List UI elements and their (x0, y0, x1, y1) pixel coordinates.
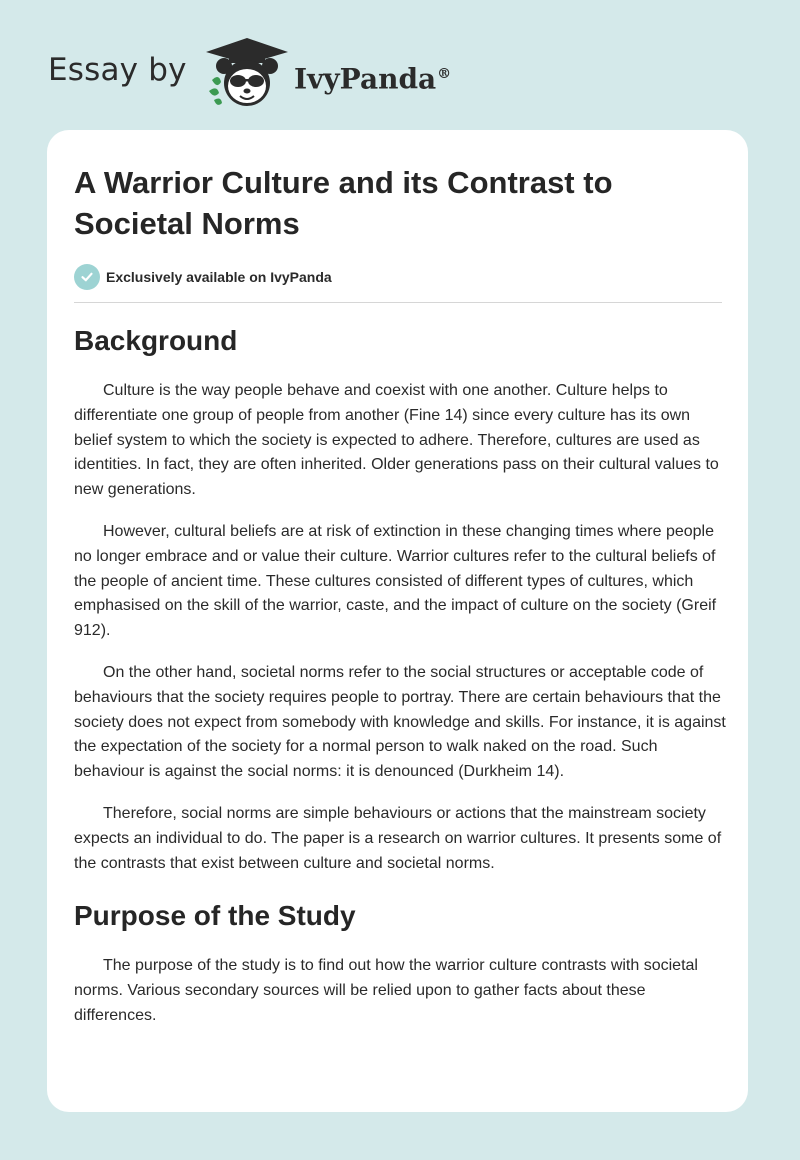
site-header (0, 0, 800, 130)
paragraph: Culture is the way people behave and coexist with one another. Culture helps to differentiate one group of people from another (Fine 14) since every culture has its own belief system to which the society is expected to adhere. Therefore, cultures are used as identities. In fact, they are often inherited. Older generations pass on their cultural values to new generations. (74, 382, 719, 499)
brand-name[interactable]: IvyPanda® (294, 62, 452, 96)
check-icon (74, 264, 100, 290)
page-title: A Warrior Culture and its Contrast to Societal Norms (74, 165, 613, 241)
registered-mark: ® (437, 66, 452, 82)
graduation-panda-icon[interactable] (202, 36, 292, 108)
divider (74, 302, 722, 303)
essay-card (47, 130, 748, 1112)
article-body (74, 323, 729, 1046)
exclusive-label: Exclusively available on IvyPanda (106, 269, 332, 285)
paragraph: On the other hand, societal norms refer to the social structures or acceptable code of behaviours that the society requires people to portray. There are certain behaviours that the society does not expect from somebody with knowledge and skills. For instance, it is against the expectation of the society for a normal person to walk naked on the road. Such behaviour is against the social norms: it is denounced (Durkheim 14). (74, 663, 726, 781)
essay-by-label: Essay by (48, 52, 187, 88)
paragraph: The purpose of the study is to find out how the warrior culture contrasts with societal norms. Various secondary sources will be relied upon to gather facts about these differences. (74, 957, 698, 1024)
paragraph: However, cultural beliefs are at risk of extinction in these changing times where people no longer embrace and or value their culture. Warrior cultures refer to the cultural beliefs of the people of ancient time. These cultures consisted of different types of cultures, which emphasised on the skill of the warrior, caste, and the impact of culture on the society (Greif 912). (74, 522, 717, 640)
exclusive-badge (74, 263, 332, 291)
section-heading-purpose: Purpose of the Study (74, 900, 356, 932)
section-heading-background: Background (74, 325, 238, 356)
paragraph: Therefore, social norms are simple behaviours or actions that the mainstream society expects an individual to do. The paper is a research on warrior cultures. It presents some of the contrasts that exist between culture and societal norms. (74, 804, 722, 872)
